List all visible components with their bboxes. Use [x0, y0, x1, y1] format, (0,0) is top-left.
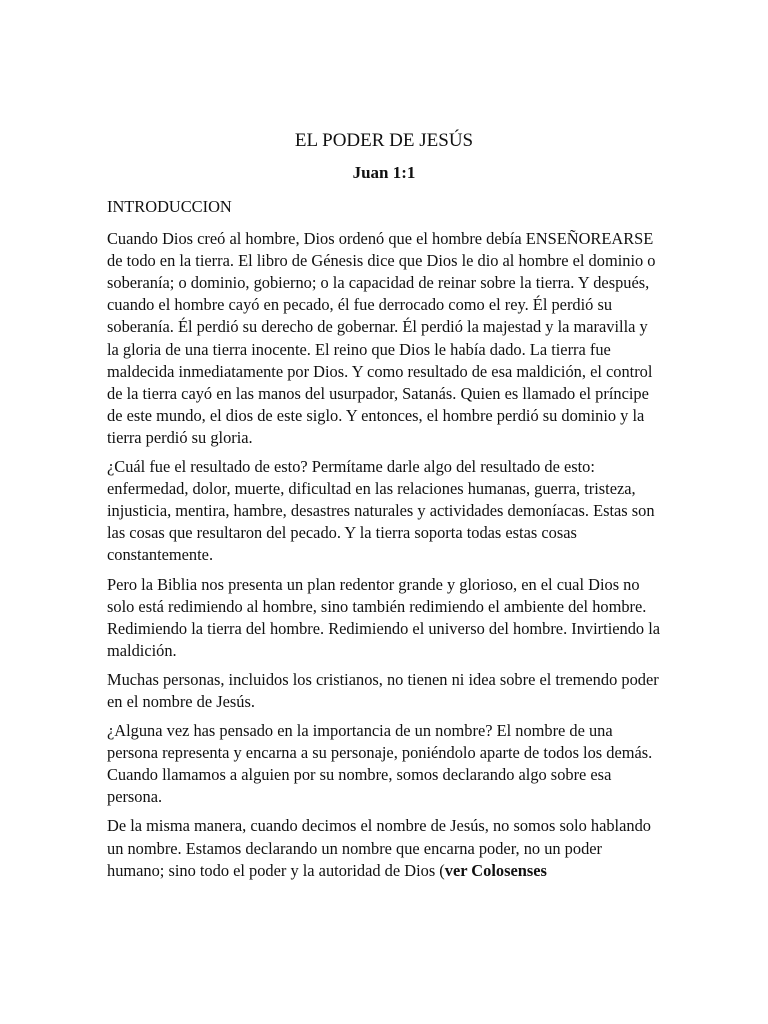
- document-title: EL PODER DE JESÚS: [294, 130, 474, 151]
- section-heading: INTRODUCCION: [107, 197, 232, 216]
- scripture-reference: Juan 1:1: [352, 163, 416, 182]
- paragraph: Pero la Biblia nos presenta un plan redentor grande y glorioso, en el cual Dios no solo está redimiendo al hombre, sino también redimiendo el ambiente del hombre. Redimiendo la tierra del hombre. Redimiendo el universo del hombre. Invirtiendo la maldición.: [107, 574, 661, 660]
- paragraph: ¿Cuál fue el resultado de esto? Permítame darle algo del resultado de esto: enfermedad, dolor, muerte, dificultad en las relaciones humanas, guerra, tristeza, injusticia, mentira, hambre, desastres naturales y actividades demoníacas. Estas son las cosas que resultaron del pecado. Y la tierra soporta todas estas cosas constantemente.: [107, 457, 655, 565]
- paragraph: Muchas personas, incluidos los cristianos, no tienen ni idea sobre el tremendo poder en el nombre de Jesús.: [107, 669, 659, 711]
- scripture-citation: ver Colosenses: [444, 860, 547, 880]
- paragraph-last-text: De la misma manera, cuando decimos el nombre de Jesús, no somos solo hablando un nombre. Estamos declarando un nombre que encarna poder, no un poder humano; sino todo el poder y la autoridad de Dios (: [107, 816, 651, 880]
- paragraph-last: [107, 815, 663, 881]
- document-body: [107, 196, 663, 889]
- paragraph: ¿Alguna vez has pensado en la importancia de un nombre? El nombre de una persona representa y encarna a su personaje, poniéndolo aparte de todos los demás. Cuando llamamos a alguien por su nombre, somos declarando algo sobre esa persona.: [107, 721, 653, 807]
- paragraph: Cuando Dios creó al hombre, Dios ordenó que el hombre debía ENSEÑOREARSE de todo en la tierra. El libro de Génesis dice que Dios le dio al hombre el dominio o soberanía; o dominio, gobierno; o la capacidad de reinar sobre la tierra. Y después, cuando el hombre cayó en pecado, él fue derrocado como el rey. Él perdió su soberanía. Él perdió su derecho de gobernar. Él perdió la majestad y la maravilla y la gloria de una tierra inocente. El reino que Dios le había dado. La tierra fue maldecida inmediatamente por Dios. Y como resultado de esa maldición, el control de la tierra cayó en las manos del usurpador, Satanás. Quien es llamado el príncipe de este mundo, el dios de este siglo. Y entonces, el hombre perdió su dominio y la tierra perdió su gloria.: [107, 229, 656, 447]
